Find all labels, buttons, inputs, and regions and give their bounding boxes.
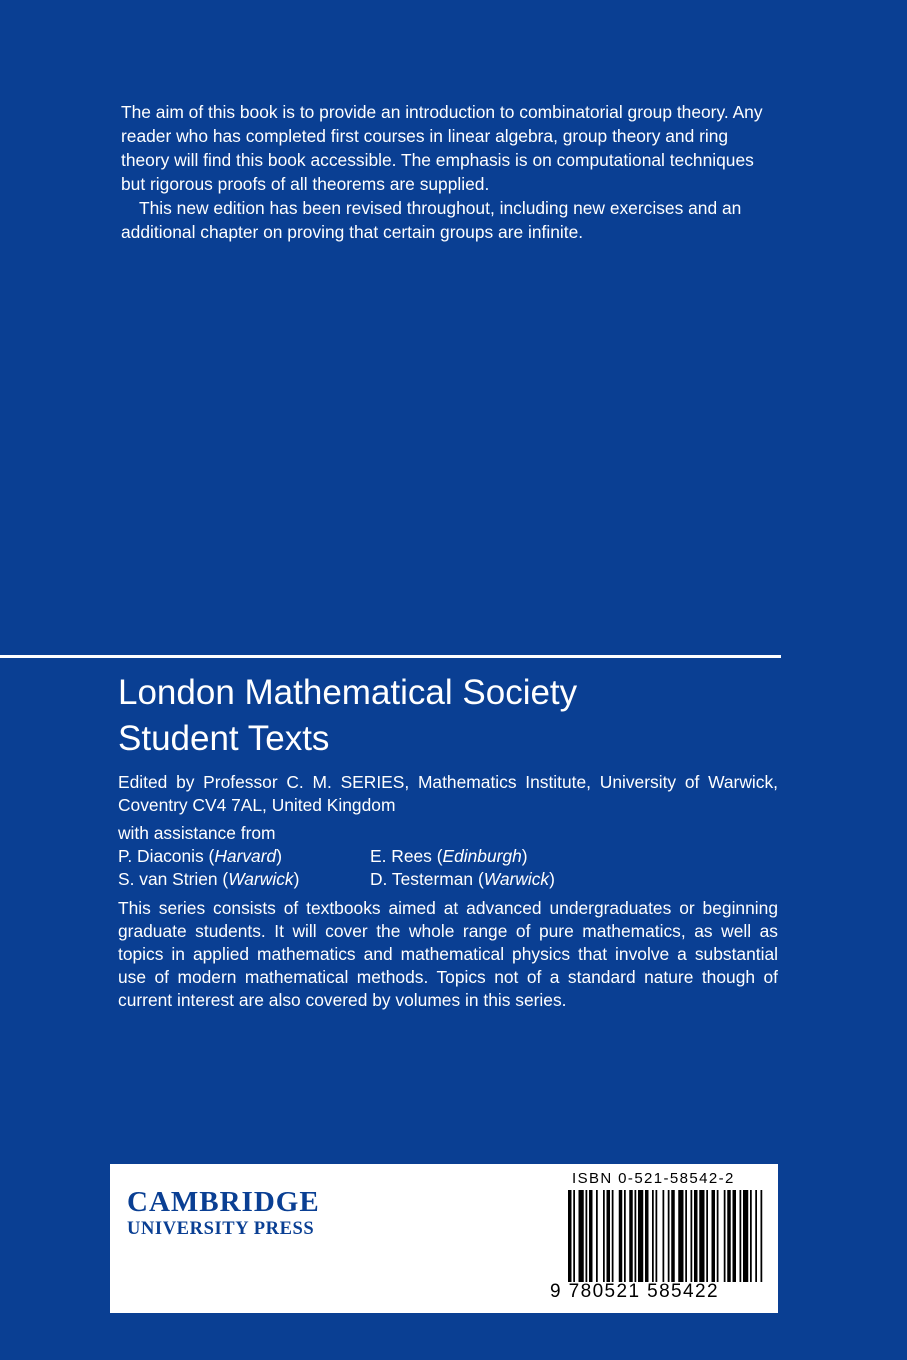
barcode-bar xyxy=(761,1190,763,1282)
barcode-bar xyxy=(624,1190,626,1282)
barcode-bar xyxy=(733,1190,737,1282)
series-editor: Edited by Professor C. M. SERIES, Mathematics Institute, University of Warwick, Coventry CV4 7AL, United Kingdom xyxy=(118,772,778,815)
barcode-bar xyxy=(586,1190,588,1282)
barcode xyxy=(568,1190,764,1282)
barcode-bar xyxy=(607,1190,611,1282)
barcode-bar xyxy=(603,1190,605,1282)
barcode-bar xyxy=(685,1190,687,1282)
publisher-subname: UNIVERSITY PRESS xyxy=(127,1219,315,1239)
barcode-bar xyxy=(750,1190,752,1282)
barcode-bar xyxy=(724,1190,726,1282)
blurb-paragraph-2: This new edition has been revised throughout, including new exercises and an additional chapter on proving that certain groups are infinite. xyxy=(121,198,742,242)
assistant-entry: E. Rees (Edinburgh) xyxy=(370,846,528,866)
barcode-bar xyxy=(755,1190,757,1282)
divider-rule xyxy=(0,655,781,658)
barcode-digits: 9 780521 585422 xyxy=(550,1281,719,1302)
blurb-paragraph-1: The aim of this book is to provide an introduction to combinatorial group theory. Any reader who has completed first courses in linear algebra, group theory and ring theory will find this book accessible. The emphasis is on computational techniques but rigorous proofs of all theorems are supplied. xyxy=(121,102,763,194)
assistant-entry: D. Testerman (Warwick) xyxy=(370,869,555,889)
barcode-bar xyxy=(743,1190,748,1282)
barcode-bar xyxy=(694,1190,698,1282)
isbn-label: ISBN 0-521-58542-2 xyxy=(572,1170,735,1187)
barcode-bar xyxy=(579,1190,584,1282)
assistance-label: with assistance from xyxy=(118,823,276,843)
barcode-bar xyxy=(671,1190,675,1282)
barcode-bar xyxy=(635,1190,637,1282)
barcode-bar xyxy=(596,1190,598,1282)
back-cover-blurb xyxy=(121,100,781,244)
barcode-bar xyxy=(706,1190,708,1282)
publisher-logo xyxy=(127,1186,320,1240)
barcode-bar xyxy=(663,1190,665,1282)
barcode-bar xyxy=(691,1190,693,1282)
barcode-bar xyxy=(619,1190,623,1282)
barcode-bar xyxy=(678,1190,683,1282)
barcode-bar xyxy=(740,1190,742,1282)
assistant-entry: S. van Strien (Warwick) xyxy=(118,869,300,889)
series-title-line-1: London Mathematical Society xyxy=(118,673,578,712)
barcode-bar xyxy=(656,1190,658,1282)
barcode-bar xyxy=(712,1190,716,1282)
barcode-bar xyxy=(717,1190,719,1282)
barcode-bar xyxy=(612,1190,614,1282)
barcode-bar xyxy=(699,1190,704,1282)
assistants-list xyxy=(118,845,678,891)
barcode-bar xyxy=(645,1190,649,1282)
barcode-bar xyxy=(589,1190,593,1282)
barcode-bar xyxy=(727,1190,731,1282)
publisher-name: CAMBRIDGE xyxy=(127,1186,320,1218)
barcode-bar xyxy=(652,1190,654,1282)
series-title xyxy=(118,670,778,762)
assistant-entry: P. Diaconis (Harvard) xyxy=(118,846,282,866)
series-description: This series consists of textbooks aimed at advanced undergraduates or beginning graduate students. It will cover the whole range of pure mathematics, as well as topics in applied mathematics and mathematical physics that involve a substantial use of modern mathematical methods. Topics not of a standard nature though of current interest are also covered by volumes in this series. xyxy=(118,898,778,1010)
barcode-bar xyxy=(638,1190,643,1282)
publisher-panel xyxy=(110,1164,778,1313)
barcode-bar xyxy=(573,1190,575,1282)
series-title-line-2: Student Texts xyxy=(118,719,330,758)
barcode-bar xyxy=(568,1190,572,1282)
barcode-bar xyxy=(668,1190,670,1282)
barcode-bar xyxy=(629,1190,633,1282)
